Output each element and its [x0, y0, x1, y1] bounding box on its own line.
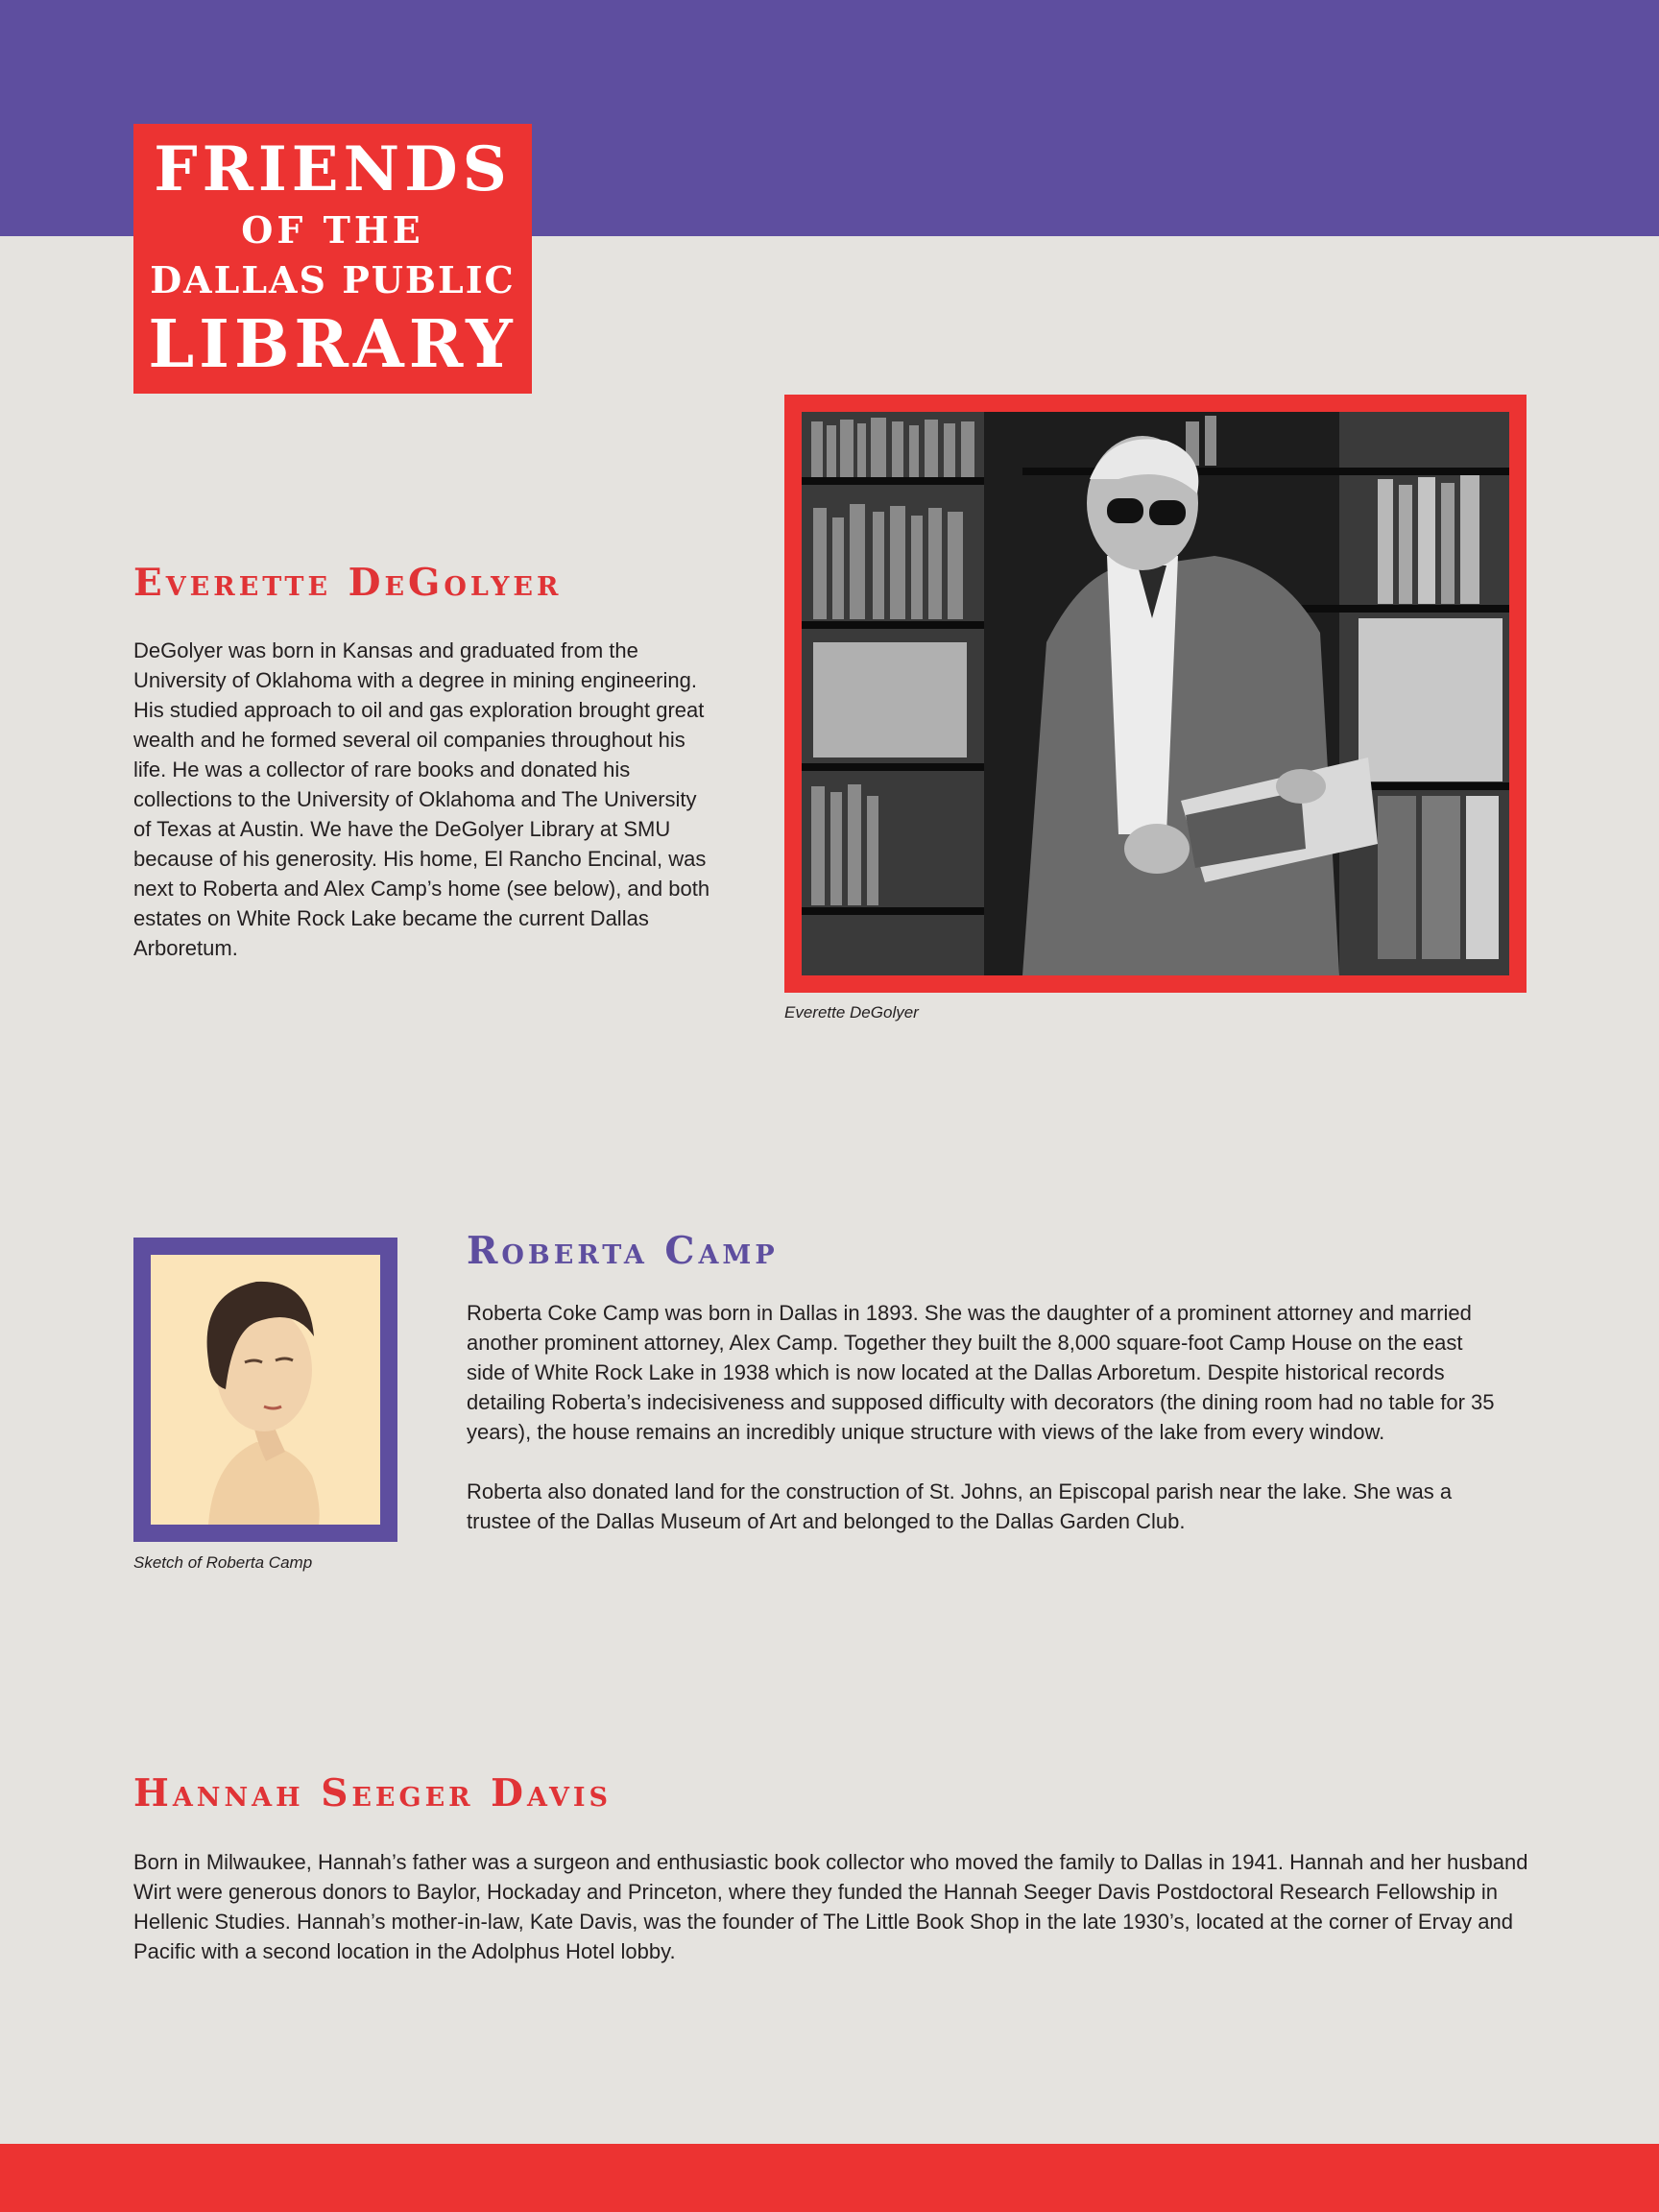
degolyer-photo: [784, 395, 1527, 993]
logo-line-library: LIBRARY: [148, 306, 517, 383]
logo-line-of-the: OF THE: [241, 208, 424, 252]
roberta-caption: Sketch of Roberta Camp: [133, 1553, 313, 1572]
camp-body: Roberta Coke Camp was born in Dallas in 1893. She was the daughter of a prominent attorney and married another prominent attorney, Alex Camp. Together they built the 8,000 square-foot Camp House on the east side of White Rock Lake in 1938 which is now located at the Dallas Arboretum. Despite historical records detailing Roberta’s indecisiveness and supposed difficulty with decorators (the dining room had no table for 35 years), the house remains an incredibly unique structure with views of the lake from every window.: [467, 1301, 1495, 1444]
degolyer-body: DeGolyer was born in Kansas and graduated from the University of Oklahoma with a degree in mining engineering. His studied approach to oil and gas exploration brought great wealth and he formed several oil companies throughout his life. He was a collector of rare books and donated his collections to the University of Oklahoma and The University of Texas at Austin. We have the DeGolyer Library at SMU because of his generosity. His home, El Rancho Encinal, was next to Roberta and Alex Camp’s home (see below), and both estates on White Rock Lake became the current Dallas Arboretum.: [133, 638, 710, 960]
davis-body: Born in Milwaukee, Hannah’s father was a surgeon and enthusiastic book collector who moved the family to Dallas in 1941. Hannah and her husband Wirt were generous donors to Baylor, Hockaday and Princeton, where they funded the Hannah Seeger Davis Postdoctoral Research Fellowship in Hellenic Studies. Hannah’s mother-in-law, Kate Davis, was the founder of The Little Book Shop in the late 1930’s, located at the corner of Ervay and Pacific with a second location in the Adolphus Hotel lobby.: [133, 1850, 1528, 1963]
degolyer-heading: Everette DeGolyer: [133, 561, 563, 605]
footer-band: [0, 2144, 1659, 2212]
logo-line-dallas-public: DALLAS PUBLIC: [150, 258, 516, 301]
camp-heading: Roberta Camp: [467, 1229, 779, 1273]
logo-line-friends: FRIENDS: [154, 133, 512, 205]
davis-heading: Hannah Seeger Davis: [133, 1771, 613, 1815]
roberta-sketch: [133, 1238, 397, 1542]
camp-body-continued: Roberta also donated land for the construction of St. Johns, an Episcopal parish near the lake. She was a trustee of the Dallas Museum of Art and belonged to the Dallas Garden Club.: [467, 1479, 1453, 1533]
friends-library-logo: [133, 124, 532, 394]
degolyer-caption: Everette DeGolyer: [784, 1003, 919, 1022]
roberta-sketch-image: [151, 1255, 380, 1525]
degolyer-photo-image: [802, 412, 1509, 975]
